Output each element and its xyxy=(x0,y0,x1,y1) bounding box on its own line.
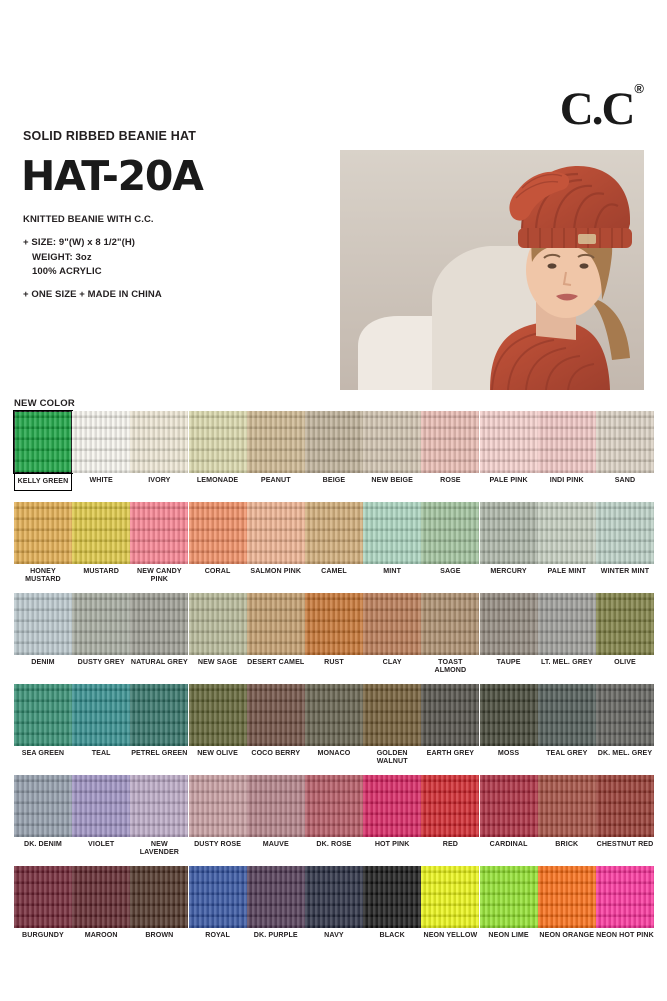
swatch-label: DK. ROSE xyxy=(316,840,352,848)
spec-weight: WEIGHT: 3oz xyxy=(32,251,92,263)
swatch-label: LT. MEL. GREY xyxy=(540,658,593,666)
color-swatch[interactable] xyxy=(538,593,596,678)
color-swatch[interactable] xyxy=(14,593,72,678)
swatch-color-block xyxy=(305,866,363,928)
swatch-label: PALE PINK xyxy=(489,476,528,484)
swatch-label: CLAY xyxy=(382,658,402,666)
swatch-label: TEAL xyxy=(91,749,111,757)
swatch-color-block xyxy=(130,866,188,928)
swatch-color-block xyxy=(189,866,247,928)
swatch-label: RED xyxy=(442,840,459,848)
spec-origin: + MADE IN CHINA xyxy=(79,288,162,300)
knit-texture xyxy=(305,684,363,746)
swatch-color-block xyxy=(72,411,130,473)
knit-texture xyxy=(363,775,421,837)
swatch-color-block xyxy=(14,593,72,655)
knit-texture xyxy=(130,411,188,473)
color-swatch[interactable] xyxy=(363,775,421,860)
swatch-color-block xyxy=(596,866,654,928)
spec-material: 100% ACRYLIC xyxy=(32,266,102,277)
swatch-color-block xyxy=(305,775,363,837)
swatch-label: NEON ORANGE xyxy=(539,931,595,939)
swatch-color-block xyxy=(363,411,421,473)
color-swatch[interactable] xyxy=(480,684,538,769)
knit-texture xyxy=(538,411,596,473)
swatch-color-block xyxy=(130,502,188,564)
color-swatch[interactable] xyxy=(305,411,363,496)
knit-texture xyxy=(421,775,479,837)
swatch-label: NEW SAGE xyxy=(197,658,238,666)
color-swatch[interactable] xyxy=(538,502,596,587)
color-swatch[interactable] xyxy=(538,866,596,951)
swatch-color-block xyxy=(480,866,538,928)
knit-texture xyxy=(189,411,247,473)
color-swatch[interactable] xyxy=(247,411,305,496)
swatch-row xyxy=(14,684,654,769)
swatch-label: INDI PINK xyxy=(549,476,584,484)
swatch-label: EARTH GREY xyxy=(426,749,475,757)
swatch-label: BURGUNDY xyxy=(22,931,64,939)
color-swatch[interactable] xyxy=(363,684,421,769)
color-swatch[interactable] xyxy=(421,411,479,496)
color-swatch[interactable] xyxy=(480,866,538,951)
swatch-label: NEON YELLOW xyxy=(423,931,478,939)
knit-texture xyxy=(247,684,305,746)
swatch-label: HOT PINK xyxy=(374,840,410,848)
swatch-color-block xyxy=(480,684,538,746)
color-swatch[interactable] xyxy=(305,502,363,587)
swatch-label: NAVY xyxy=(324,931,344,939)
knit-texture xyxy=(14,775,72,837)
color-swatch[interactable] xyxy=(480,775,538,860)
product-photo xyxy=(340,150,644,390)
swatch-color-block xyxy=(421,411,479,473)
color-swatch[interactable] xyxy=(14,502,72,587)
color-swatch[interactable] xyxy=(14,866,72,951)
swatch-color-block xyxy=(480,411,538,473)
swatch-label: SAND xyxy=(614,476,636,484)
swatch-label: MONACO xyxy=(317,749,351,757)
swatch-label: TEAL GREY xyxy=(546,749,588,757)
swatch-label: CARDINAL xyxy=(489,840,528,848)
knit-texture xyxy=(72,411,130,473)
new-color-label: NEW COLOR xyxy=(14,398,75,409)
knit-texture xyxy=(247,593,305,655)
swatch-color-block xyxy=(538,502,596,564)
swatch-label: MOSS xyxy=(497,749,520,757)
swatch-label: CHESTNUT RED xyxy=(596,840,654,848)
knit-texture xyxy=(247,866,305,928)
color-swatch[interactable] xyxy=(305,775,363,860)
swatch-label: BLACK xyxy=(379,931,405,939)
swatch-color-block xyxy=(130,411,188,473)
color-swatch[interactable] xyxy=(72,502,130,587)
swatch-label: NEW BEIGE xyxy=(371,476,413,484)
swatch-color-block xyxy=(363,866,421,928)
spec-one-size: + ONE SIZE xyxy=(23,288,77,300)
swatch-row xyxy=(14,593,654,678)
knit-texture xyxy=(538,866,596,928)
swatch-label: DK. MEL. GREY xyxy=(597,749,653,757)
color-swatch[interactable] xyxy=(72,411,130,496)
swatch-color-block xyxy=(72,684,130,746)
swatch-color-block xyxy=(538,684,596,746)
swatch-label: WINTER MINT xyxy=(600,567,650,575)
model-photo-illustration xyxy=(340,150,644,390)
swatch-color-block xyxy=(247,866,305,928)
color-swatch[interactable] xyxy=(189,775,247,860)
color-swatch[interactable] xyxy=(363,502,421,587)
knit-texture xyxy=(14,866,72,928)
knit-texture xyxy=(421,593,479,655)
swatch-label: KELLY GREEN xyxy=(14,473,72,491)
color-swatch[interactable] xyxy=(363,593,421,678)
swatch-color-block xyxy=(189,775,247,837)
color-swatch[interactable] xyxy=(421,684,479,769)
color-swatch[interactable] xyxy=(421,775,479,860)
swatch-label: MUSTARD xyxy=(83,567,119,575)
swatch-color-block xyxy=(14,866,72,928)
knit-texture xyxy=(189,502,247,564)
swatch-label: NEON HOT PINK xyxy=(596,931,654,939)
swatch-label: PALE MINT xyxy=(547,567,587,575)
color-swatch[interactable] xyxy=(189,593,247,678)
color-swatch[interactable] xyxy=(421,502,479,587)
color-swatch[interactable] xyxy=(247,593,305,678)
swatch-color-block xyxy=(363,502,421,564)
knit-texture xyxy=(130,775,188,837)
knit-texture xyxy=(189,775,247,837)
swatch-label: SALMON PINK xyxy=(250,567,302,575)
knit-texture xyxy=(538,593,596,655)
swatch-color-block xyxy=(596,775,654,837)
product-specs xyxy=(23,236,162,302)
swatch-label: COCO BERRY xyxy=(251,749,301,757)
knit-texture xyxy=(480,411,538,473)
product-sku: HAT-20A xyxy=(21,152,203,200)
knit-texture xyxy=(305,866,363,928)
color-swatch[interactable] xyxy=(596,684,654,769)
color-swatch[interactable] xyxy=(189,411,247,496)
swatch-color-block xyxy=(538,593,596,655)
knit-texture xyxy=(363,684,421,746)
color-swatch[interactable] xyxy=(363,411,421,496)
color-swatch[interactable] xyxy=(480,411,538,496)
swatch-label: DUSTY ROSE xyxy=(194,840,242,848)
swatch-row xyxy=(14,866,654,951)
color-swatch[interactable] xyxy=(480,593,538,678)
swatch-label: HONEY MUSTARD xyxy=(25,567,61,584)
swatch-label: SAGE xyxy=(440,567,461,575)
swatch-label: DENIM xyxy=(31,658,55,666)
swatch-color-block xyxy=(538,866,596,928)
knit-texture xyxy=(247,775,305,837)
knit-texture xyxy=(247,502,305,564)
color-swatch[interactable] xyxy=(130,411,188,496)
swatch-label: ROYAL xyxy=(205,931,230,939)
swatch-label: SEA GREEN xyxy=(21,749,65,757)
color-swatch[interactable] xyxy=(305,684,363,769)
swatch-label: MINT xyxy=(383,567,402,575)
product-subtitle: SOLID RIBBED BEANIE HAT xyxy=(23,129,197,143)
swatch-color-block xyxy=(72,502,130,564)
swatch-label: DK. PURPLE xyxy=(253,931,298,939)
swatch-color-block xyxy=(130,593,188,655)
color-swatch[interactable] xyxy=(247,502,305,587)
swatch-color-block xyxy=(480,775,538,837)
color-swatch[interactable] xyxy=(14,684,72,769)
knit-texture xyxy=(421,684,479,746)
knit-texture xyxy=(305,593,363,655)
color-swatch[interactable] xyxy=(72,593,130,678)
knit-texture xyxy=(538,502,596,564)
knit-texture xyxy=(189,866,247,928)
knit-texture xyxy=(480,775,538,837)
knit-texture xyxy=(72,593,130,655)
knit-texture xyxy=(247,411,305,473)
color-swatch[interactable] xyxy=(421,866,479,951)
swatch-label: WHITE xyxy=(89,476,113,484)
knit-texture xyxy=(480,684,538,746)
swatch-label: CORAL xyxy=(204,567,231,575)
knit-texture xyxy=(14,502,72,564)
swatch-color-block xyxy=(14,502,72,564)
swatch-color-block xyxy=(421,866,479,928)
color-swatch[interactable] xyxy=(538,411,596,496)
knit-texture xyxy=(421,502,479,564)
swatch-color-block xyxy=(421,684,479,746)
swatch-color-block xyxy=(421,775,479,837)
swatch-color-block xyxy=(247,593,305,655)
spec-size: + SIZE: 9"(W) x 8 1/2"(H) xyxy=(23,237,136,248)
knit-texture xyxy=(130,593,188,655)
color-swatch[interactable] xyxy=(189,866,247,951)
swatch-label: DUSTY GREY xyxy=(77,658,125,666)
swatch-color-block xyxy=(247,684,305,746)
color-swatch[interactable] xyxy=(596,775,654,860)
swatch-color-block xyxy=(72,775,130,837)
swatch-color-block xyxy=(305,411,363,473)
knit-texture xyxy=(538,684,596,746)
color-swatch[interactable] xyxy=(305,593,363,678)
swatch-label: GOLDEN WALNUT xyxy=(376,749,408,766)
knit-texture xyxy=(72,684,130,746)
knit-texture xyxy=(596,684,654,746)
knit-texture xyxy=(305,775,363,837)
color-swatch[interactable] xyxy=(596,866,654,951)
swatch-color-block xyxy=(247,502,305,564)
swatch-color-block xyxy=(480,502,538,564)
swatch-label: VIOLET xyxy=(88,840,115,848)
swatch-color-block xyxy=(189,502,247,564)
knit-texture xyxy=(130,684,188,746)
swatch-row xyxy=(14,411,654,496)
swatch-color-block xyxy=(14,684,72,746)
swatch-label: LEMONADE xyxy=(196,476,239,484)
knit-texture xyxy=(363,411,421,473)
color-swatch[interactable] xyxy=(130,593,188,678)
swatch-color-block xyxy=(14,411,72,473)
color-swatch[interactable] xyxy=(72,866,130,951)
color-swatch[interactable] xyxy=(72,775,130,860)
cc-logo xyxy=(559,81,644,135)
swatch-color-block xyxy=(305,502,363,564)
swatch-label: TOAST ALMOND xyxy=(434,658,467,675)
knit-texture xyxy=(596,411,654,473)
knit-texture xyxy=(14,684,72,746)
color-swatch[interactable] xyxy=(72,684,130,769)
swatch-label: RUST xyxy=(324,658,344,666)
color-swatch[interactable] xyxy=(596,502,654,587)
color-swatch[interactable] xyxy=(480,502,538,587)
swatch-color-block xyxy=(130,684,188,746)
swatch-color-block xyxy=(305,593,363,655)
knit-texture xyxy=(305,502,363,564)
swatch-label: DESERT CAMEL xyxy=(247,658,305,666)
color-swatch[interactable] xyxy=(130,502,188,587)
swatch-color-block xyxy=(421,502,479,564)
swatch-color-block xyxy=(538,775,596,837)
swatch-color-block xyxy=(189,684,247,746)
swatch-color-block xyxy=(596,502,654,564)
swatch-color-block xyxy=(305,684,363,746)
knit-texture xyxy=(421,411,479,473)
swatch-color-block xyxy=(363,684,421,746)
swatch-label: NEW LAVENDER xyxy=(139,840,179,857)
swatch-label: NEON LIME xyxy=(488,931,529,939)
swatch-color-block xyxy=(14,775,72,837)
knit-texture xyxy=(596,775,654,837)
color-swatch[interactable] xyxy=(130,866,188,951)
knit-texture xyxy=(189,593,247,655)
knit-texture xyxy=(14,411,72,473)
swatch-color-block xyxy=(480,593,538,655)
swatch-label: ROSE xyxy=(440,476,461,484)
swatch-label: MERCURY xyxy=(490,567,527,575)
swatch-label: OLIVE xyxy=(614,658,636,666)
color-swatch[interactable] xyxy=(189,502,247,587)
color-swatch[interactable] xyxy=(421,593,479,678)
swatch-label: PEANUT xyxy=(260,476,291,484)
swatch-label: MAUVE xyxy=(262,840,289,848)
knit-texture xyxy=(189,684,247,746)
knit-texture xyxy=(421,866,479,928)
swatch-label: NEW OLIVE xyxy=(197,749,238,757)
color-swatch[interactable] xyxy=(596,411,654,496)
swatch-color-block xyxy=(363,593,421,655)
knit-texture xyxy=(480,502,538,564)
color-swatch[interactable] xyxy=(247,775,305,860)
swatch-label: CAMEL xyxy=(321,567,347,575)
swatch-color-block xyxy=(596,593,654,655)
knit-texture xyxy=(130,502,188,564)
knit-texture xyxy=(305,411,363,473)
swatch-color-block xyxy=(596,411,654,473)
brand-text: C.C xyxy=(559,83,634,135)
color-swatch[interactable] xyxy=(305,866,363,951)
swatch-label: NEW CANDY PINK xyxy=(137,567,182,584)
swatch-color-block xyxy=(189,411,247,473)
knit-texture xyxy=(130,866,188,928)
knit-texture xyxy=(72,502,130,564)
color-swatch[interactable] xyxy=(538,775,596,860)
swatch-color-block xyxy=(189,593,247,655)
color-swatch[interactable] xyxy=(130,684,188,769)
swatch-color-block xyxy=(363,775,421,837)
knit-texture xyxy=(480,866,538,928)
swatch-label: BRICK xyxy=(555,840,579,848)
swatch-color-block xyxy=(596,684,654,746)
knit-texture xyxy=(363,502,421,564)
swatch-color-block xyxy=(72,866,130,928)
color-swatch[interactable] xyxy=(14,411,72,496)
swatch-color-block xyxy=(72,593,130,655)
knit-texture xyxy=(596,593,654,655)
knit-texture xyxy=(72,866,130,928)
knit-texture xyxy=(363,866,421,928)
color-swatch[interactable] xyxy=(363,866,421,951)
swatch-color-block xyxy=(421,593,479,655)
color-swatch[interactable] xyxy=(130,775,188,860)
swatch-label: BROWN xyxy=(145,931,174,939)
knit-texture xyxy=(596,866,654,928)
swatch-label: PETREL GREEN xyxy=(131,749,188,757)
knit-texture xyxy=(363,593,421,655)
knit-texture xyxy=(72,775,130,837)
knit-texture xyxy=(14,593,72,655)
color-swatch[interactable] xyxy=(247,866,305,951)
swatch-label: MAROON xyxy=(84,931,118,939)
swatch-color-block xyxy=(247,411,305,473)
color-swatch[interactable] xyxy=(596,593,654,678)
knit-texture xyxy=(538,775,596,837)
swatch-color-block xyxy=(538,411,596,473)
swatch-label: TAUPE xyxy=(496,658,521,666)
color-swatch[interactable] xyxy=(247,684,305,769)
color-swatch[interactable] xyxy=(538,684,596,769)
color-swatch[interactable] xyxy=(14,775,72,860)
color-swatch[interactable] xyxy=(189,684,247,769)
registered-mark-icon: ® xyxy=(634,81,644,97)
color-swatch-grid xyxy=(14,411,654,957)
swatch-label: IVORY xyxy=(148,476,171,484)
swatch-row xyxy=(14,502,654,587)
swatch-label: NATURAL GREY xyxy=(130,658,188,666)
knit-texture xyxy=(480,593,538,655)
swatch-label: BEIGE xyxy=(322,476,346,484)
knit-texture xyxy=(596,502,654,564)
swatch-color-block xyxy=(247,775,305,837)
product-description: KNITTED BEANIE WITH C.C. xyxy=(23,214,154,225)
swatch-color-block xyxy=(130,775,188,837)
swatch-row xyxy=(14,775,654,860)
swatch-label: DK. DENIM xyxy=(23,840,62,848)
